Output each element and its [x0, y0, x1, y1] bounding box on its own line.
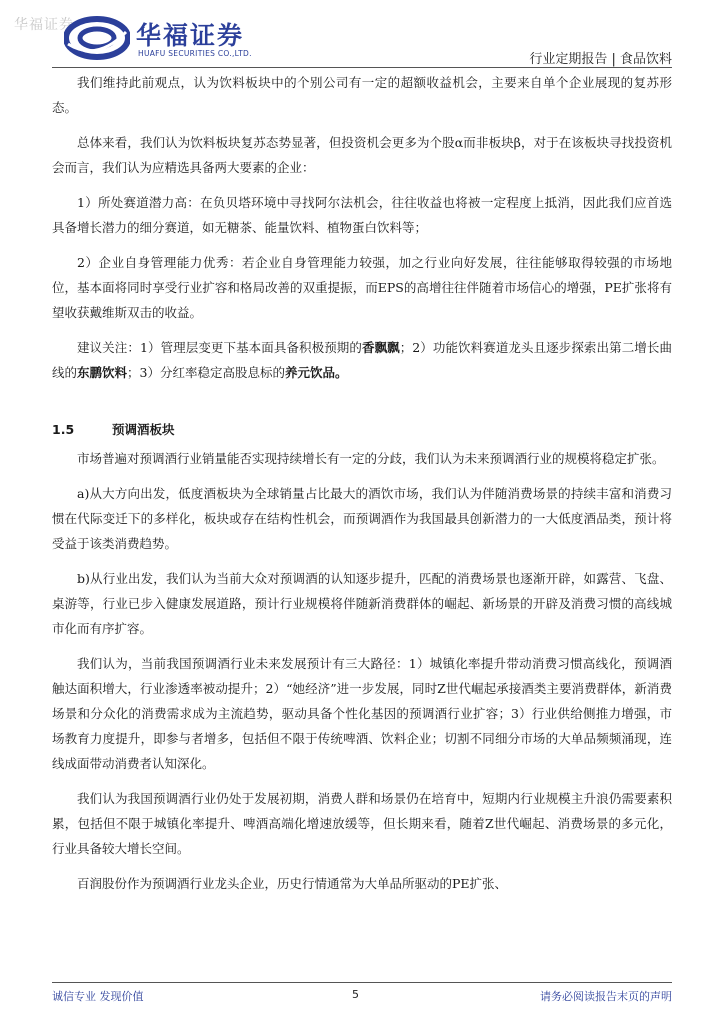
section-heading — [52, 417, 672, 442]
company-xiangpiaopiao: 香飘飘 — [361, 340, 400, 355]
footer-divider — [52, 982, 672, 983]
company-yangyuan: 养元饮品。 — [285, 365, 348, 380]
header-divider — [52, 67, 672, 68]
report-body — [52, 70, 672, 906]
body-paragraph: b)从行业出发，我们认为当前大众对预调酒的认知逐步提升，匹配的消费场景也逐渐开辟，如露营、飞盘、桌游等，行业已步入健康发展道路，预计行业规模将伴随新消费群体的崛起、新场景的开辟及消费习惯的高线城市化而有序扩容。 — [52, 571, 672, 636]
watermark: 华福证券 — [14, 17, 74, 33]
page-number: 5 — [352, 988, 359, 1001]
footer-disclaimer: 请务必阅读报告末页的声明 — [540, 990, 672, 1003]
body-paragraph: 我们认为我国预调酒行业仍处于发展初期，消费人群和场景仍在培育中，短期内行业规模主升浪仍需要素积累，包括但不限于城镇化率提升、啤酒高端化增速放缓等，但长期来看，随着Z世代崛起、消费场景的多元化，行业具备较大增长空间。 — [52, 791, 672, 856]
body-paragraph: 百润股份作为预调酒行业龙头企业，历史行情通常为大单品所驱动的PE扩张、 — [77, 876, 508, 891]
recommendation-paragraph — [52, 335, 672, 385]
body-paragraph: 1）所处赛道潜力高：在负贝塔环境中寻找阿尔法机会，往往收益也将被一定程度上抵消，因此我们应首选具备增长潜力的细分赛道，如无糖茶、能量饮料、植物蛋白饮料等； — [52, 195, 672, 235]
company-logo — [64, 16, 274, 60]
body-paragraph: 总体来看，我们认为饮料板块复苏态势显著，但投资机会更多为个股α而非板块β，对于在该板块寻找投资机会而言，我们认为应精选具备两大要素的企业： — [52, 135, 672, 175]
recommendation-text: ；3）分红率稳定高股息标的 — [127, 365, 285, 380]
body-paragraph: 我们维持此前观点，认为饮料板块中的个别公司有一定的超额收益机会，主要来自单个企业展现的复苏形态。 — [52, 75, 672, 115]
body-paragraph: 2）企业自身管理能力优秀：若企业自身管理能力较强，加之行业向好发展，往往能够取得较强的市场地位，基本面将同时享受行业扩容和格局改善的双重提振，而EPS的高增往往伴随着市场信心的增强，PE扩张将有望收获戴维斯双击的收益。 — [52, 255, 672, 320]
body-paragraph: 我们认为，当前我国预调酒行业未来发展预计有三大路径：1）城镇化率提升带动消费习惯高线化，预调酒触达面积增大，行业渗透率被动提升；2）“她经济”进一步发展，同时Z世代崛起承接酒类主要消费群体，新消费场景和分众化的消费需求成为主流趋势，驱动具备个性化基因的预调酒行业扩容；3）行业供给侧推力增强，市场教育力度提升，即参与者增多，包括但不限于传统啤酒、饮料企业；切割不同细分市场的大单品频频涌现，连线成面带动消费者认知深化。 — [52, 656, 672, 771]
footer-slogan: 诚信专业 发现价值 — [52, 990, 144, 1003]
body-paragraph: 市场普遍对预调酒行业销量能否实现持续增长有一定的分歧，我们认为未来预调酒行业的规模将稳定扩张。 — [77, 451, 665, 466]
body-paragraph: a)从大方向出发，低度酒板块为全球销量占比最大的酒饮市场，我们认为伴随消费场景的持续丰富和消费习惯在代际变迁下的多样化，板块或存在结构性机会，而预调酒作为我国最具创新潜力的一大低度酒品类，预计将受益于该类消费趋势。 — [52, 486, 672, 551]
logo-name-cn: 华福证券 — [136, 21, 245, 50]
section-title: 预调酒板块 — [112, 422, 175, 437]
report-type: 行业定期报告 | 食品饮料 — [529, 52, 672, 67]
recommendation-text: 建议关注：1）管理层变更下基本面具备积极预期的 — [77, 340, 362, 355]
huafu-logo-icon — [64, 16, 130, 60]
recommendation-text: ；2）功能饮料赛道龙头且逐步探索出第二增长曲线的 — [52, 340, 672, 380]
logo-name-en: HUAFU SECURITIES CO.,LTD. — [138, 49, 252, 58]
section-number: 1.5 — [52, 422, 75, 437]
company-dongpeng: 东鹏饮料 — [77, 365, 128, 380]
